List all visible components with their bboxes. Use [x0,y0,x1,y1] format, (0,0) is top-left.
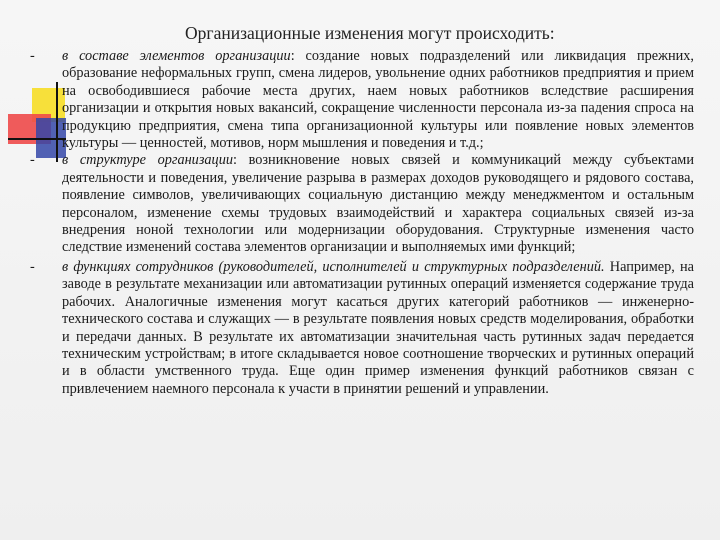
item-lead: в составе элементов организации [62,48,291,64]
bullet-dash: - [30,152,35,169]
list-item [30,48,694,152]
list-item [30,152,694,256]
item-text: : создание новых подразделений или ликвидация прежних, образование неформальных групп, смена лидеров, увольнение одних работников предприятия и прием на освободившиеся рабочие места других, наем новых работников вследствие расширения организации и открытия новых вакансий, сокращение численности персонала из-за падения спроса на продукцию предприятия, смена типа организационной культуры или появление новых элементов культуры — ценностей, мотивов, норм мышления и поведения и т.д.; [62,48,694,152]
slide-title: Организационные изменения могут происходить: [185,23,555,43]
slide-body [30,48,694,398]
list-item [30,259,694,398]
item-text: Например, на заводе в результате механизации или автоматизации рутинных операций изменяется содержание труда рабочих. Аналогичные изменения могут касаться других категорий работников — инженерно-технического состава и служащих — в результате появления новых средств моделирования, обработки и передачи данных. В результате их автоматизации значительная часть рутинных задач передается техническим устройствам; в итоге складывается новое соотношение творческих и рутинных операций и в области умственного труда. Еще один пример изменения функций работников связан с привлечением наемного персонала к участи в принятии решений и управлении. [62,258,694,397]
item-lead: в структуре организации [62,152,233,169]
item-text: : возникновение новых связей и коммуникаций между субъектами деятельности и поведения, увеличение разрыва в размерах доходов руководящего и рядового состава, появление символов, увеличивающих социальную дистанцию между менеджментом и остальным персоналом, изменение схемы трудовых взаимодействий и характера социальных связей из-за внедрения ноной технологии или модернизации оборудования. Структурные изменения часто следствие изменений состава элементов организации и выполняемых ими функций; [62,152,694,256]
bullet-dash: - [30,48,35,64]
item-lead: в функциях сотрудников (руководителей, исполнителей и структурных подразделений. [62,258,605,275]
bullet-dash: - [30,258,35,275]
